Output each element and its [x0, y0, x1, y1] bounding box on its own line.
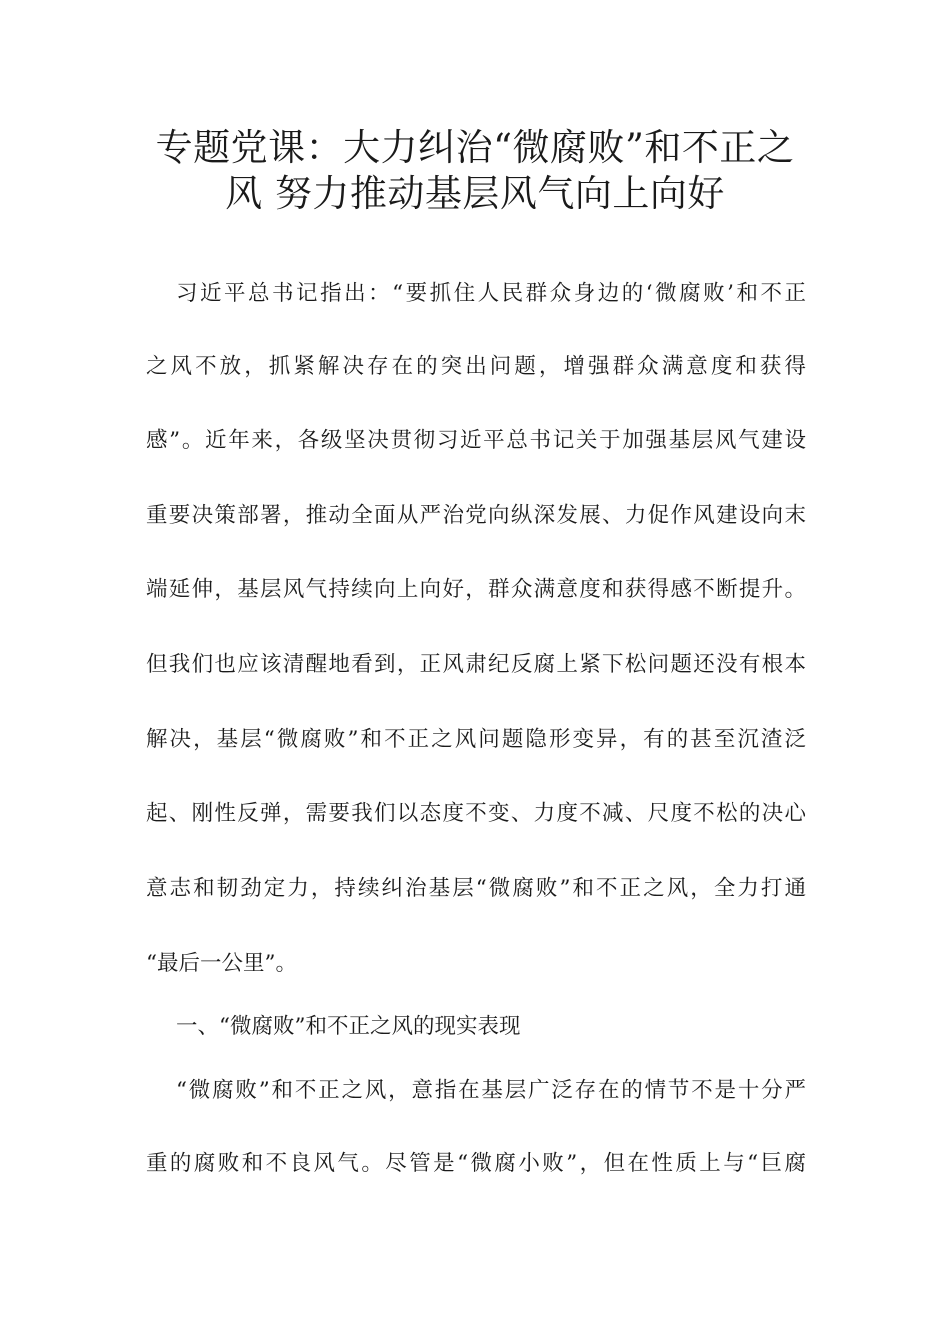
- paragraph-line: 重的腐败和不良风气。尽管是“微腐小败”，但在性质上与“巨腐: [146, 1151, 806, 1176]
- paragraph-line: 但我们也应该清醒地看到，正风肃纪反腐上紧下松问题还没有根本: [146, 652, 806, 677]
- section-heading: 一、“微腐败”和不正之风的现实表现: [176, 1014, 521, 1039]
- paragraph-line: 重要决策部署，推动全面从严治党向纵深发展、力促作风建设向末: [146, 503, 806, 528]
- paragraph-line: 意志和韧劲定力，持续纠治基层“微腐败”和不正之风，全力打通: [146, 876, 806, 901]
- paragraph-line: 解决，基层“微腐败”和不正之风问题隐形变异，有的甚至沉渣泛: [146, 727, 806, 752]
- document-title-line-1: 专题党课：大力纠治“微腐败”和不正之: [155, 126, 795, 169]
- paragraph-line: 感”。近年来，各级坚决贯彻习近平总书记关于加强基层风气建设: [146, 428, 806, 453]
- document-title-line-2: 风 努力推动基层风气向上向好: [225, 172, 725, 215]
- paragraph-line: “最后一公里”。: [146, 951, 297, 976]
- paragraph-line: 起、刚性反弹，需要我们以态度不变、力度不减、尺度不松的决心: [146, 801, 806, 826]
- paragraph-line: 习近平总书记指出：“要抓住人民群众身边的‘微腐败’和不正: [176, 281, 806, 306]
- paragraph-line: 之风不放，抓紧解决存在的突出问题，增强群众满意度和获得: [146, 354, 806, 379]
- paragraph-line: “微腐败”和不正之风，意指在基层广泛存在的情节不是十分严: [176, 1078, 806, 1103]
- paragraph-line: 端延伸，基层风气持续向上向好，群众满意度和获得感不断提升。: [146, 577, 806, 602]
